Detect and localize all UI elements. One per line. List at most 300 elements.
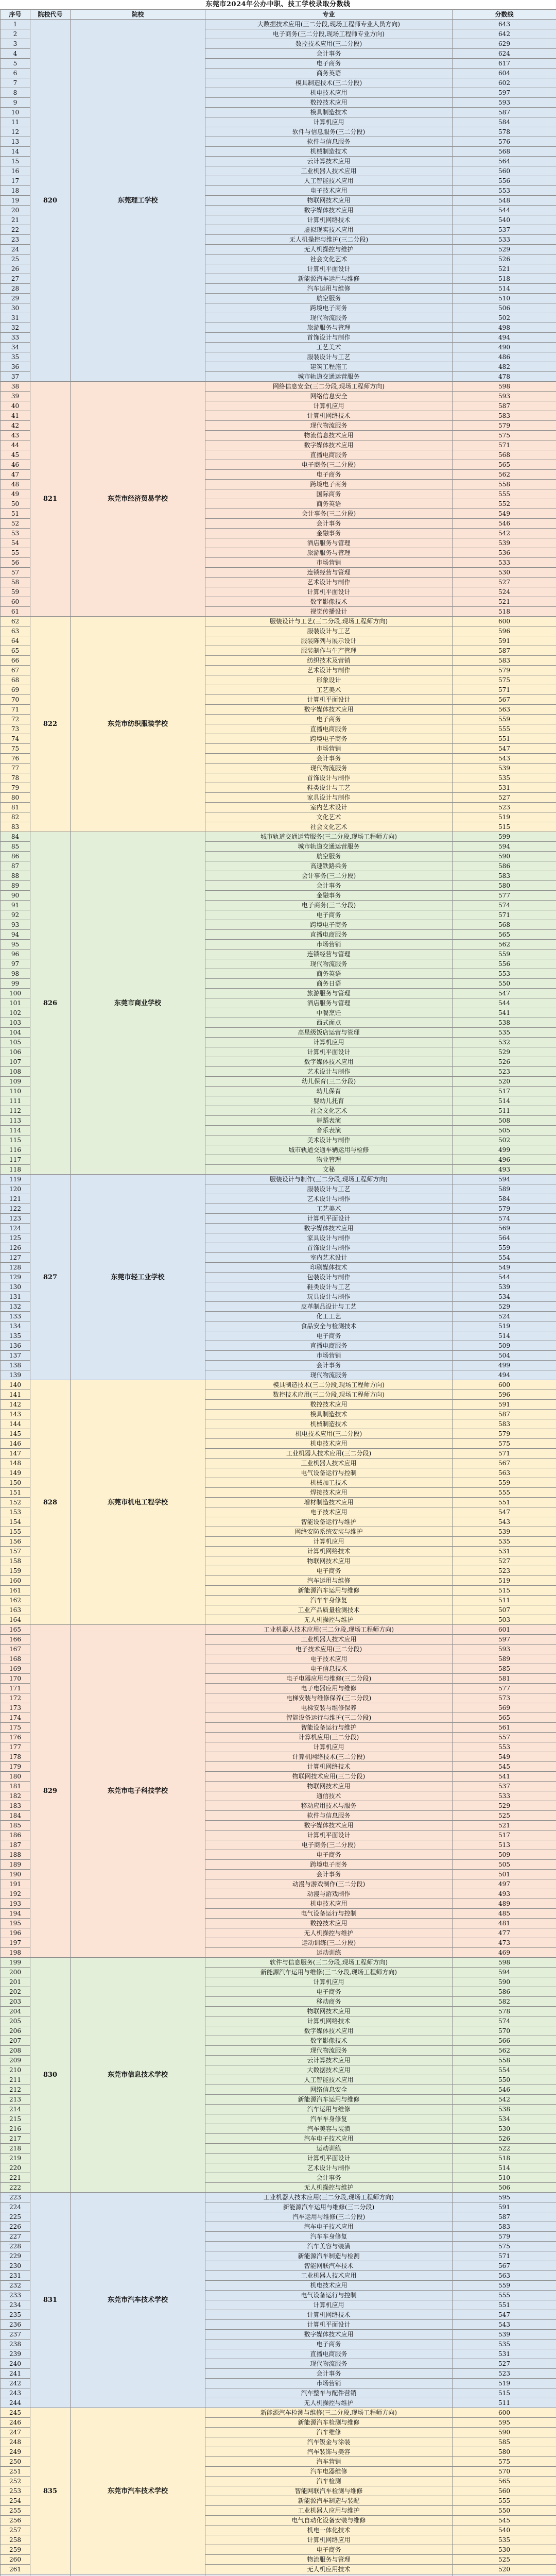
header-school: 院校 — [71, 10, 205, 20]
major-name: 会计事务 — [205, 49, 453, 59]
row-seq: 143 — [1, 1410, 30, 1419]
major-name: 化工工艺 — [205, 1312, 453, 1321]
major-name: 市场营销 — [205, 940, 453, 950]
row-seq: 153 — [1, 1507, 30, 1517]
major-name: 工业机器人技术应用(三二分段,现场工程师方向) — [205, 1625, 453, 1635]
score-value: 590 — [453, 2428, 556, 2437]
major-name: 服装设计与制作(三二分段,现场工程师方向) — [205, 1175, 453, 1184]
score-value: 530 — [453, 2124, 556, 2134]
major-name: 会计事务 — [205, 1361, 453, 1370]
score-value: 562 — [453, 940, 556, 950]
row-seq: 260 — [1, 2555, 30, 2565]
major-name: 机电技术应用 — [205, 1439, 453, 1449]
row-seq: 163 — [1, 1605, 30, 1615]
row-seq: 91 — [1, 901, 30, 910]
score-value: 496 — [453, 1155, 556, 1165]
major-name: 连锁经营与管理 — [205, 950, 453, 959]
major-name: 物流信息技术应用 — [205, 431, 453, 440]
row-seq: 197 — [1, 1938, 30, 1948]
score-value: 518 — [453, 2154, 556, 2163]
major-name: 人工智能技术应用 — [205, 176, 453, 186]
row-seq: 26 — [1, 264, 30, 274]
row-seq: 214 — [1, 2105, 30, 2114]
row-seq: 160 — [1, 1576, 30, 1586]
major-name: 计算机应用 — [205, 1742, 453, 1752]
score-value: 562 — [453, 2046, 556, 2056]
row-seq: 184 — [1, 1811, 30, 1821]
score-value: 594 — [453, 1175, 556, 1184]
major-name: 服装设计与工艺 — [205, 626, 453, 636]
major-name: 新能源汽车运用与维修(三二分段,现场工程师方向) — [205, 1968, 453, 1977]
row-seq: 203 — [1, 1997, 30, 2007]
major-name: 中餐烹饪 — [205, 1008, 453, 1018]
major-name: 移动应用技术与服务 — [205, 1801, 453, 1811]
major-name: 艺术设计与制作 — [205, 666, 453, 675]
major-name: 鞋类设计与工艺 — [205, 1282, 453, 1292]
row-seq: 150 — [1, 1478, 30, 1488]
row-seq: 114 — [1, 1126, 30, 1136]
major-name: 跨境电子商务 — [205, 920, 453, 930]
row-seq: 154 — [1, 1517, 30, 1527]
score-value: 531 — [453, 783, 556, 793]
row-seq: 241 — [1, 2369, 30, 2379]
score-value: 571 — [453, 910, 556, 920]
major-name: 汽车整车与配件营销 — [205, 2388, 453, 2398]
major-name: 计算机应用 — [205, 401, 453, 411]
major-name: 计算机平面设计 — [205, 2154, 453, 2163]
score-value: 520 — [453, 1077, 556, 1087]
major-name: 数字媒体技术应用 — [205, 2026, 453, 2036]
score-value: 539 — [453, 1282, 556, 1292]
score-value: 529 — [453, 1302, 556, 1312]
row-seq: 133 — [1, 1312, 30, 1321]
major-name: 机电技术应用 — [205, 88, 453, 98]
score-value: 547 — [453, 1507, 556, 1517]
table-row — [1, 1958, 556, 1968]
score-value: 518 — [453, 274, 556, 284]
score-value: 578 — [453, 2007, 556, 2016]
score-value: 559 — [453, 950, 556, 959]
row-seq: 102 — [1, 1008, 30, 1018]
score-value: 550 — [453, 2075, 556, 2085]
major-name: 电子商务 — [205, 2340, 453, 2349]
major-name: 工业机器人应用与维护 — [205, 2506, 453, 2516]
row-seq: 208 — [1, 2046, 30, 2056]
major-name: 航空服务 — [205, 852, 453, 861]
row-seq: 183 — [1, 1801, 30, 1811]
score-value: 571 — [453, 1449, 556, 1459]
table-row — [1, 1380, 556, 1390]
school-code — [30, 2574, 71, 2576]
score-value: 523 — [453, 1566, 556, 1576]
row-seq: 126 — [1, 1243, 30, 1253]
score-value: 524 — [453, 587, 556, 597]
row-seq: 106 — [1, 1047, 30, 1057]
major-name: 会计事务 — [205, 1870, 453, 1879]
score-value: 579 — [453, 1429, 556, 1439]
major-name: 移动商务 — [205, 1997, 453, 2007]
major-name: 机电技术应用 — [205, 1899, 453, 1909]
score-value: 570 — [453, 2467, 556, 2477]
score-value: 529 — [453, 1047, 556, 1057]
school-code: 822 — [30, 617, 71, 832]
score-value: 556 — [453, 959, 556, 969]
major-name: 计算机平面设计 — [205, 1214, 453, 1224]
major-name: 艺术设计与制作 — [205, 1067, 453, 1077]
score-value: 574 — [453, 1214, 556, 1224]
major-name: 数控技术应用 — [205, 1919, 453, 1928]
row-seq: 60 — [1, 597, 30, 607]
school-code: 835 — [30, 2408, 71, 2574]
score-value: 580 — [453, 2447, 556, 2457]
header-seq: 序号 — [1, 10, 30, 20]
major-name: 电梯安装与维修保养 — [205, 1703, 453, 1713]
row-seq: 95 — [1, 940, 30, 950]
row-seq: 40 — [1, 401, 30, 411]
row-seq: 176 — [1, 1733, 30, 1742]
row-seq: 178 — [1, 1752, 30, 1762]
score-value: 557 — [453, 1733, 556, 1742]
score-value: 590 — [453, 1977, 556, 1987]
major-name: 数控技术应用(三二分段) — [205, 39, 453, 49]
major-name: 城市轨道交通运营服务 — [205, 372, 453, 382]
row-seq: 81 — [1, 803, 30, 812]
row-seq: 148 — [1, 1459, 30, 1468]
score-value: 530 — [453, 2545, 556, 2555]
table-row — [1, 2574, 556, 2576]
score-value: 556 — [453, 176, 556, 186]
major-name: 电子商务 — [205, 715, 453, 724]
major-name: 服装制作与生产管理 — [205, 646, 453, 656]
major-name: 商务英语 — [205, 69, 453, 78]
major-name: 会计事务 — [205, 2369, 453, 2379]
score-value: 555 — [453, 1488, 556, 1498]
row-seq: 158 — [1, 1556, 30, 1566]
score-value: 526 — [453, 1057, 556, 1067]
score-value: 505 — [453, 1860, 556, 1870]
score-value: 485 — [453, 1909, 556, 1919]
score-value: 598 — [453, 382, 556, 392]
major-name: 工业产品质量检测技术 — [205, 1605, 453, 1615]
row-seq: 228 — [1, 2242, 30, 2251]
major-name: 会计事务(三二分段) — [205, 871, 453, 881]
major-name: 服装设计与工艺 — [205, 1184, 453, 1194]
major-name: 汽车维修 — [205, 2428, 453, 2437]
row-seq: 15 — [1, 157, 30, 166]
row-seq: 8 — [1, 88, 30, 98]
score-value: 587 — [453, 646, 556, 656]
school-name: 东莞市纺织服装学校 — [71, 617, 205, 832]
major-name: 工艺美术 — [205, 1204, 453, 1214]
score-value: 564 — [453, 157, 556, 166]
score-value: 593 — [453, 392, 556, 401]
score-value: 585 — [453, 1664, 556, 1674]
row-seq: 118 — [1, 1165, 30, 1175]
major-name: 形象设计 — [205, 675, 453, 685]
score-value: 565 — [453, 1713, 556, 1723]
major-name: 计算机网络应用 — [205, 2535, 453, 2545]
row-seq: 195 — [1, 1919, 30, 1928]
major-name: 软件与信息服务 — [205, 1811, 453, 1821]
school-code: 821 — [30, 382, 71, 617]
major-name: 现代物流服务 — [205, 764, 453, 773]
major-name: 汽车电子技术应用 — [205, 2222, 453, 2232]
major-name: 酒店服务与管理 — [205, 538, 453, 548]
score-value: 542 — [453, 2095, 556, 2105]
major-name: 旅游服务与管理 — [205, 989, 453, 998]
major-name: 动漫与游戏制作 — [205, 1889, 453, 1899]
school-code: 831 — [30, 2193, 71, 2408]
major-name: 汽车营销 — [205, 2457, 453, 2467]
major-name: 艺术设计与制作 — [205, 1194, 453, 1204]
row-seq: 35 — [1, 352, 30, 362]
table-row — [1, 20, 556, 29]
major-name: 网络信息安全 — [205, 2085, 453, 2095]
score-value: 535 — [453, 2340, 556, 2349]
row-seq: 235 — [1, 2310, 30, 2320]
score-value: 523 — [453, 2369, 556, 2379]
school-name: 东莞市信息技术学校 — [71, 1958, 205, 2193]
row-seq: 45 — [1, 450, 30, 460]
row-seq: 41 — [1, 411, 30, 421]
score-value: 539 — [453, 538, 556, 548]
score-value: 596 — [453, 626, 556, 636]
row-seq: 207 — [1, 2036, 30, 2046]
major-name: 计算机网络技术 — [205, 411, 453, 421]
school-name: 东莞市机电工程学校 — [71, 1380, 205, 1625]
row-seq: 101 — [1, 998, 30, 1008]
major-name: 无人机操控与维护 — [205, 1928, 453, 1938]
major-name: 会计事务 — [205, 881, 453, 891]
row-seq: 12 — [1, 127, 30, 137]
score-value: 545 — [453, 2516, 556, 2526]
row-seq: 90 — [1, 891, 30, 901]
row-seq: 243 — [1, 2388, 30, 2398]
row-seq: 64 — [1, 636, 30, 646]
school-name: 东莞市汽车技术学校 — [71, 2193, 205, 2408]
score-value: 489 — [453, 1899, 556, 1909]
major-name: 直播电商服务 — [205, 2349, 453, 2359]
major-name: 智能设备运行与维护(三二分段) — [205, 1713, 453, 1723]
score-value: 529 — [453, 1801, 556, 1811]
score-value: 577 — [453, 1684, 556, 1693]
score-value: 558 — [453, 2056, 556, 2065]
row-seq: 211 — [1, 2075, 30, 2085]
row-seq: 240 — [1, 2359, 30, 2369]
row-seq: 189 — [1, 1860, 30, 1870]
major-name: 现代物流服务 — [205, 2046, 453, 2056]
row-seq: 164 — [1, 1615, 30, 1625]
row-seq: 185 — [1, 1821, 30, 1831]
major-name: 室内艺术设计 — [205, 1253, 453, 1263]
major-name: 物联网技术应用 — [205, 196, 453, 206]
row-seq: 254 — [1, 2496, 30, 2506]
major-name: 印刷媒体技术 — [205, 1263, 453, 1273]
score-value: 547 — [453, 989, 556, 998]
major-name: 运动训练 — [205, 2144, 453, 2154]
major-name: 工艺美术 — [205, 685, 453, 695]
row-seq: 16 — [1, 166, 30, 176]
major-name: 美术设计与制作 — [205, 1136, 453, 1145]
row-seq: 249 — [1, 2447, 30, 2457]
school-name: 东莞市电子科技学校 — [71, 1625, 205, 1958]
row-seq: 88 — [1, 871, 30, 881]
row-seq: 145 — [1, 1429, 30, 1439]
score-value: 511 — [453, 1106, 556, 1116]
score-value: 499 — [453, 1361, 556, 1370]
row-seq: 220 — [1, 2163, 30, 2173]
row-seq: 255 — [1, 2506, 30, 2516]
row-seq: 141 — [1, 1390, 30, 1400]
major-name: 城市轨道交通车辆运用与检修 — [205, 1145, 453, 1155]
score-value: 550 — [453, 2506, 556, 2516]
row-seq: 239 — [1, 2349, 30, 2359]
score-value: 565 — [453, 930, 556, 940]
row-seq: 201 — [1, 1977, 30, 1987]
score-value: 519 — [453, 1576, 556, 1586]
row-seq: 251 — [1, 2467, 30, 2477]
major-name: 智能设备运行与维护 — [205, 1723, 453, 1733]
row-seq: 238 — [1, 2340, 30, 2349]
row-seq: 205 — [1, 2016, 30, 2026]
row-seq: 242 — [1, 2379, 30, 2388]
major-name: 物流服务与管理 — [205, 2555, 453, 2565]
score-value: 534 — [453, 2114, 556, 2124]
major-name: 汽车运用与维修(三二分段) — [205, 2212, 453, 2222]
score-value: 548 — [453, 196, 556, 206]
score-value: 583 — [453, 2222, 556, 2232]
row-seq: 77 — [1, 764, 30, 773]
major-name: 首饰设计与制作 — [205, 1243, 453, 1253]
major-name: 运动训练(三二分段) — [205, 1938, 453, 1948]
row-seq: 93 — [1, 920, 30, 930]
score-value: 591 — [453, 2202, 556, 2212]
major-name: 新能源汽车运用与维修(三二分段) — [205, 2202, 453, 2212]
score-value: 585 — [453, 2437, 556, 2447]
school-code: 826 — [30, 832, 71, 1175]
row-seq: 39 — [1, 392, 30, 401]
score-value: 526 — [453, 2134, 556, 2144]
row-seq: 181 — [1, 1782, 30, 1791]
major-name: 电子商务 — [205, 1566, 453, 1576]
row-seq: 169 — [1, 1664, 30, 1674]
major-name: 跨境电子商务 — [205, 1860, 453, 1870]
score-value: 536 — [453, 548, 556, 558]
score-value: 520 — [453, 2565, 556, 2574]
major-name: 物联网技术应用 — [205, 1556, 453, 1566]
major-name: 智能设备运行与维护 — [205, 1517, 453, 1527]
row-seq: 135 — [1, 1331, 30, 1341]
major-name: 汽车运用与维修 — [205, 284, 453, 294]
row-seq: 237 — [1, 2330, 30, 2340]
score-value: 515 — [453, 2388, 556, 2398]
row-seq: 17 — [1, 176, 30, 186]
score-value: 589 — [453, 1654, 556, 1664]
score-value: 558 — [453, 480, 556, 489]
score-value: 532 — [453, 1038, 556, 1047]
score-value: 577 — [453, 891, 556, 901]
major-name: 电子商务 — [205, 2545, 453, 2555]
score-value: 594 — [453, 842, 556, 852]
row-seq: 116 — [1, 1145, 30, 1155]
row-seq: 206 — [1, 2026, 30, 2036]
major-name: 物联网技术应用 — [205, 2007, 453, 2016]
row-seq: 224 — [1, 2202, 30, 2212]
score-value: 563 — [453, 705, 556, 715]
score-value: 597 — [453, 1635, 556, 1645]
major-name: 西式面点 — [205, 1018, 453, 1028]
row-seq: 2 — [1, 29, 30, 39]
score-value: 564 — [453, 1233, 556, 1243]
major-name: 计算机应用(三二分段) — [205, 1733, 453, 1742]
row-seq: 177 — [1, 1742, 30, 1752]
major-name: 汽车美容与装潢 — [205, 2242, 453, 2251]
major-name: 电气设备运行与控制 — [205, 1468, 453, 1478]
row-seq: 245 — [1, 2408, 30, 2418]
major-name: 模具制造技术(三二分段,现场工程师方向) — [205, 1380, 453, 1390]
score-value: 574 — [453, 901, 556, 910]
major-name: 幼儿保育(三二分段) — [205, 1077, 453, 1087]
row-seq: 9 — [1, 98, 30, 108]
major-name: 汽车车身修复 — [205, 2114, 453, 2124]
header-major: 专业 — [205, 10, 453, 20]
score-value: 534 — [453, 1292, 556, 1302]
score-value: 560 — [453, 166, 556, 176]
score-value: 579 — [453, 1204, 556, 1214]
score-value: 580 — [453, 881, 556, 891]
row-seq: 32 — [1, 323, 30, 333]
major-name: 无人机操控与维护 — [205, 1615, 453, 1625]
score-value: 561 — [453, 1723, 556, 1733]
major-name: 计算机网络技术 — [205, 2310, 453, 2320]
major-name: 现代物流服务 — [205, 313, 453, 323]
row-seq: 117 — [1, 1155, 30, 1165]
score-value: 599 — [453, 832, 556, 842]
score-value: 617 — [453, 59, 556, 69]
score-value: 570 — [453, 2026, 556, 2036]
score-value: 579 — [453, 421, 556, 431]
score-value: 515 — [453, 1586, 556, 1596]
row-seq: 122 — [1, 1204, 30, 1214]
score-value: 586 — [453, 1987, 556, 1997]
row-seq: 42 — [1, 421, 30, 431]
score-value: 575 — [453, 1439, 556, 1449]
row-seq: 79 — [1, 783, 30, 793]
major-name: 舞蹈表演 — [205, 1116, 453, 1126]
score-value: 555 — [453, 724, 556, 734]
score-value: 546 — [453, 519, 556, 529]
row-seq: 128 — [1, 1263, 30, 1273]
row-seq: 179 — [1, 1762, 30, 1772]
score-value: 544 — [453, 1273, 556, 1282]
major-name: 服装陈列与展示设计 — [205, 636, 453, 646]
row-seq: 70 — [1, 695, 30, 705]
score-value: 531 — [453, 2349, 556, 2359]
score-value: 531 — [453, 1547, 556, 1556]
page-title: 东莞市2024年公办中职、技工学校录取分数线 — [205, 1, 351, 8]
score-value: 579 — [453, 666, 556, 675]
major-name: 计算机平面设计 — [205, 1831, 453, 1840]
row-seq: 46 — [1, 460, 30, 470]
row-seq: 52 — [1, 519, 30, 529]
score-value: 590 — [453, 852, 556, 861]
row-seq: 82 — [1, 812, 30, 822]
score-value: 587 — [453, 2212, 556, 2222]
major-name: 首饰设计与制作 — [205, 773, 453, 783]
score-value: 593 — [453, 98, 556, 108]
score-value: 549 — [453, 1263, 556, 1273]
score-value: 543 — [453, 1517, 556, 1527]
